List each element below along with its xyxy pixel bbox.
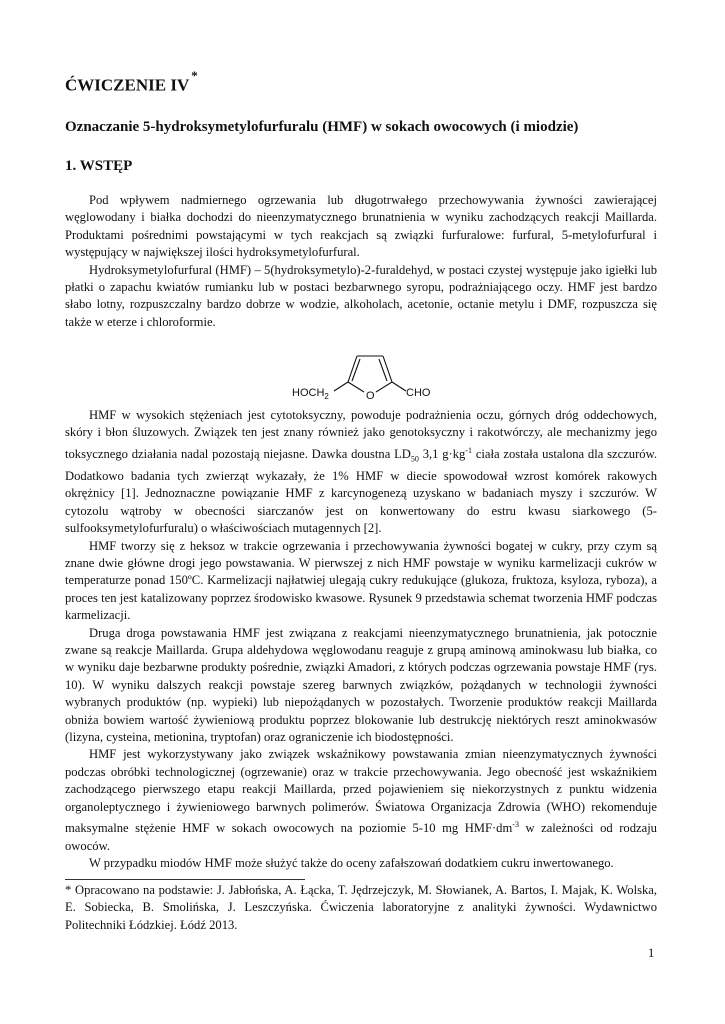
paragraph-6: HMF jest wykorzystywany jako związek wskaźnikowy powstawania zmian nieenzymatycznych żywności podczas obróbki technologicznej (ogrzewanie) oraz w trakcie przechowywania. Jego obecność jest wskaźnikiem zachodzącego pierwszego etapu reakcji Maillarda, przed pojawieniem się niekorzystnych z punktu widzenia organoleptycznego i żywieniowego barwnych polimerów. Światowa Organizacja Zdrowia (WHO) rekomenduje maksymalne stężenie HMF w sokach owocowych na poziomie 5-10 mg $HMF\cdot dm^{-3}$ w zależności od rodzaju owoców. bbox=[65, 747, 657, 853]
footnote-divider bbox=[65, 879, 305, 880]
ring-oxygen-label: O bbox=[366, 390, 375, 402]
main-text-block bbox=[65, 407, 657, 872]
intro-text-block bbox=[65, 192, 657, 331]
footnote-marker: * bbox=[191, 68, 198, 83]
paragraph-7: W przypadku miodów HMF może służyć także do oceny zafałszowań dodatkiem cukru inwertowanego. bbox=[89, 856, 614, 871]
section-heading: 1. WSTĘP bbox=[65, 158, 133, 174]
footnote: * Opracowano na podstawie: J. Jabłońska, A. Łącka, T. Jędrzejczyk, M. Słowianek, A. Bartos, I. Majak, K. Wolska, E. Sobiecka, B. Smolińska, J. Leszczyńska. Ćwiczenia laboratoryjne z analityki żywności. Wydawnictwo Politechniki Łódzkiej. Łódź 2013. bbox=[65, 883, 657, 932]
furan-ring bbox=[334, 356, 406, 392]
cho-group-label: CHO bbox=[406, 387, 431, 399]
hmf-structure-diagram bbox=[290, 345, 440, 405]
exercise-subtitle: Oznaczanie 5-hydroksymetylofurfuralu (HMF) w sokach owocowych (i miodzie) bbox=[65, 119, 579, 135]
paragraph-5: Druga droga powstawania HMF jest związana z reakcjami nieenzymatycznego brunatnienia, jak potocznie zwane są reakcje Maillarda. Grupa aldehydowa węglowodanu reaguje z grupą aminową aminokwasu lub białka, co w wyniku daje bezbarwne produkty pośrednie, związki Amadori, z których podczas ogrzewania powstaje HMF (rys. 10). W wyniku dalszych reakcji powstaje szereg barwnych związków, pożądanych w technologii żywności wybranych produktów (np. wypieki) lub niepożądanych w pozostałych. Tworzenie produktów reakcji Maillarda obniża bowiem wartość żywieniową produktu poprzez blokowanie lub destrukcję niektórych reszt aminokwasów (lizyna, cysteina, metionina, tryptofan) oraz ograniczenie ich biodostępności. bbox=[65, 625, 657, 745]
paragraph-3: HMF w wysokich stężeniach jest cytotoksyczny, powoduje podrażnienia oczu, górnych dróg oddechowych, skóry i błon śluzowych. Związek ten jest znany również jako genotoksyczny i rakotwórczy, ale mechanizmy jego toksycznego działania nadal pozostają niejasne. Dawka doustna $LD_{50}$ 3,1 $g\cdot kg^{-1}$ ciała została ustalona dla szczurów. Dodatkowo badania tych zwierząt wykazały, że 1% HMF w diecie spowodował wzrost komórek rakowych okrężnicy [1]. Jednoznaczne powiązanie HMF z karcynogenezą uzyskano w badaniach myszy i szczurów. W cytozolu wątroby w obecności siarczanów jest on konwertowany do estru kwasu siarkowego (5-sulfooksymetylofurfuralu) o właściwościach mutagennych [2]. bbox=[65, 408, 658, 536]
chapter-title: ĆWICZENIE IV bbox=[65, 75, 190, 95]
paragraph-4: HMF tworzy się z heksoz w trakcie ogrzewania i przechowywania żywności bogatej w cukry, przy czym są znane dwie główne drogi jego powstawania. W pierwszej z nich HMF powstaje w wyniku karmelizacji cukrów w temperaturze ponad 150ºC. Karmelizacji najłatwiej ulegają cukry redukujące (glukoza, fruktoza, ksyloza, ryboza), a proces ten jest katalizowany poprzez środowisko kwasowe. Rysunek 9 przedstawia schemat tworzenia HMF podczas karmelizacji. bbox=[65, 538, 657, 623]
paragraph-1: Pod wpływem nadmiernego ogrzewania lub długotrwałego przechowywania żywności zawierającej węglowodany i białka dochodzi do nieenzymatycznego brunatnienia w wyniku zachodzących reakcji Maillarda. Produktami pośrednimi powstającymi w tych reakcjach są związki furfuralowe: furfural, 5-metylofurfural i występujący w największej ilości hydroksymetylofurfural. bbox=[65, 193, 657, 260]
paragraph-2: Hydroksymetylofurfural (HMF) – 5(hydroksymetylo)-2-furaldehyd, w postaci czystej występuje jako igiełki lub płatki o zapachu kwiatów rumianku lub w postaci bezbarwnego syropu, podrażniającego oczy. HMF jest bardzo słabo lotny, rozpuszczalny bardzo dobrze w wodzie, alkoholach, acetonie, octanie metylu i DMF, rozpuszcza się także w eterze i chloroformie. bbox=[65, 262, 657, 329]
hoch2-group-label: $HOCH_2$ bbox=[292, 387, 329, 401]
page-number: 1 bbox=[648, 946, 655, 960]
chapter-heading bbox=[65, 68, 198, 96]
